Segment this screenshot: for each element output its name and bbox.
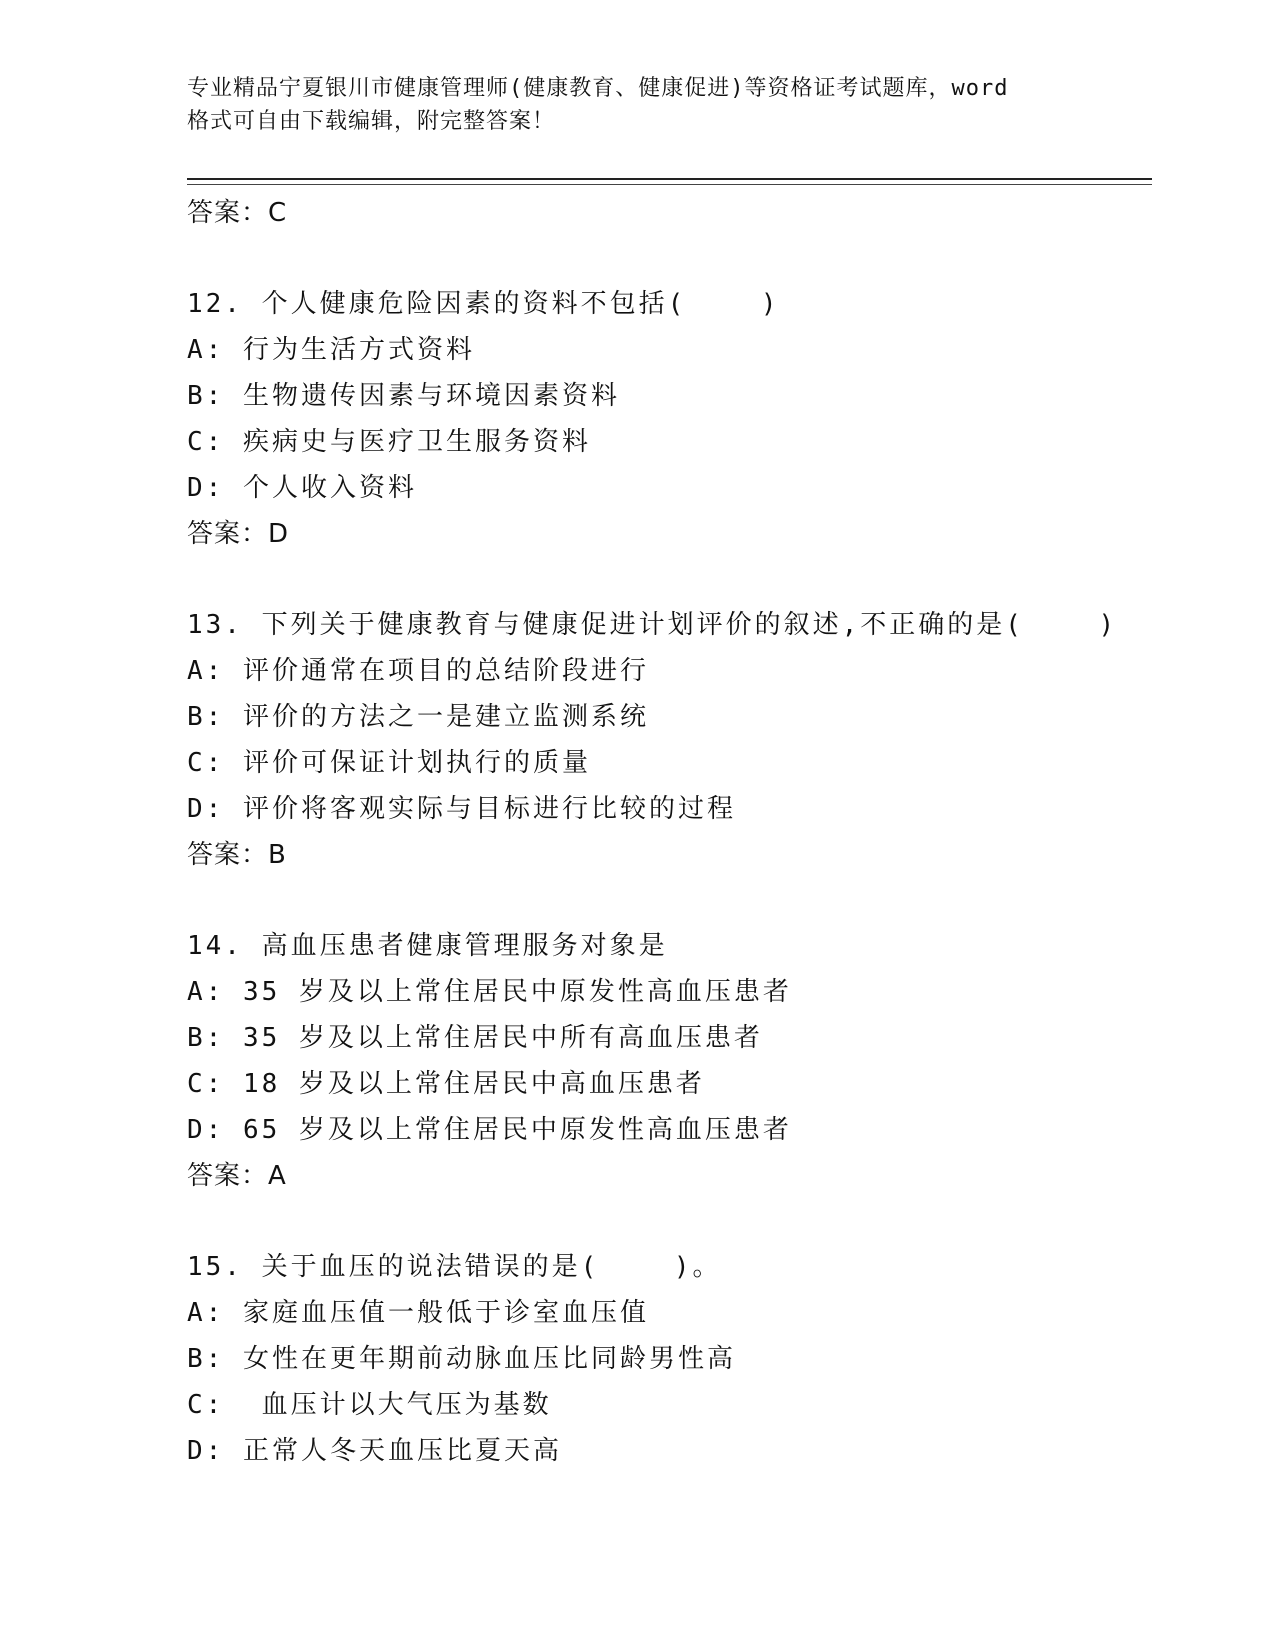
question-stem: 15. 关于血压的说法错误的是( )。 [187,1252,722,1282]
option-d: D: 个人收入资料 [187,473,417,503]
answer-line: 答案：A [187,1161,287,1191]
option-d: D: 65 岁及以上常住居民中原发性高血压患者 [187,1115,792,1145]
option-a: A: 行为生活方式资料 [187,335,475,365]
option-c: C: 血压计以大气压为基数 [187,1390,552,1420]
option-a: A: 35 岁及以上常住居民中原发性高血压患者 [187,977,792,1007]
option-c: C: 疾病史与医疗卫生服务资料 [187,427,591,457]
question-content [187,190,1147,1474]
option-b: B: 女性在更年期前动脉血压比同龄男性高 [187,1344,736,1374]
spacer [187,236,1147,281]
question-block-14 [187,923,1147,1199]
answer-line: 答案：B [187,840,287,870]
header-line-1: 专业精品宁夏银川市健康管理师(健康教育、健康促进)等资格证考试题库，word [187,76,1009,101]
answer-line: 答案：D [187,519,290,549]
page-header [187,72,1067,138]
option-d: D: 评价将客观实际与目标进行比较的过程 [187,794,736,824]
answer-line: 答案：C [187,198,288,228]
header-rule-thick [187,178,1152,180]
option-b: B: 35 岁及以上常住居民中所有高血压患者 [187,1023,763,1053]
option-b: B: 评价的方法之一是建立监测系统 [187,702,649,732]
question-stem: 14. 高血压患者健康管理服务对象是 [187,931,668,961]
option-b: B: 生物遗传因素与环境因素资料 [187,381,620,411]
option-c: C: 18 岁及以上常住居民中高血压患者 [187,1069,705,1099]
option-c: C: 评价可保证计划执行的质量 [187,748,591,778]
question-stem: 13. 下列关于健康教育与健康促进计划评价的叙述,不正确的是( ) [187,610,1118,640]
option-a: A: 评价通常在项目的总结阶段进行 [187,656,649,686]
option-d: D: 正常人冬天血压比夏天高 [187,1436,562,1466]
spacer [187,878,1147,923]
question-block-12 [187,281,1147,557]
question-block-15 [187,1244,1147,1474]
question-block-13 [187,602,1147,878]
option-a: A: 家庭血压值一般低于诊室血压值 [187,1298,649,1328]
spacer [187,557,1147,602]
header-line-2: 格式可自由下载编辑，附完整答案！ [187,109,556,134]
question-stem: 12. 个人健康危险因素的资料不包括( ) [187,289,780,319]
header-rule-thin [187,184,1152,185]
spacer [187,1199,1147,1244]
